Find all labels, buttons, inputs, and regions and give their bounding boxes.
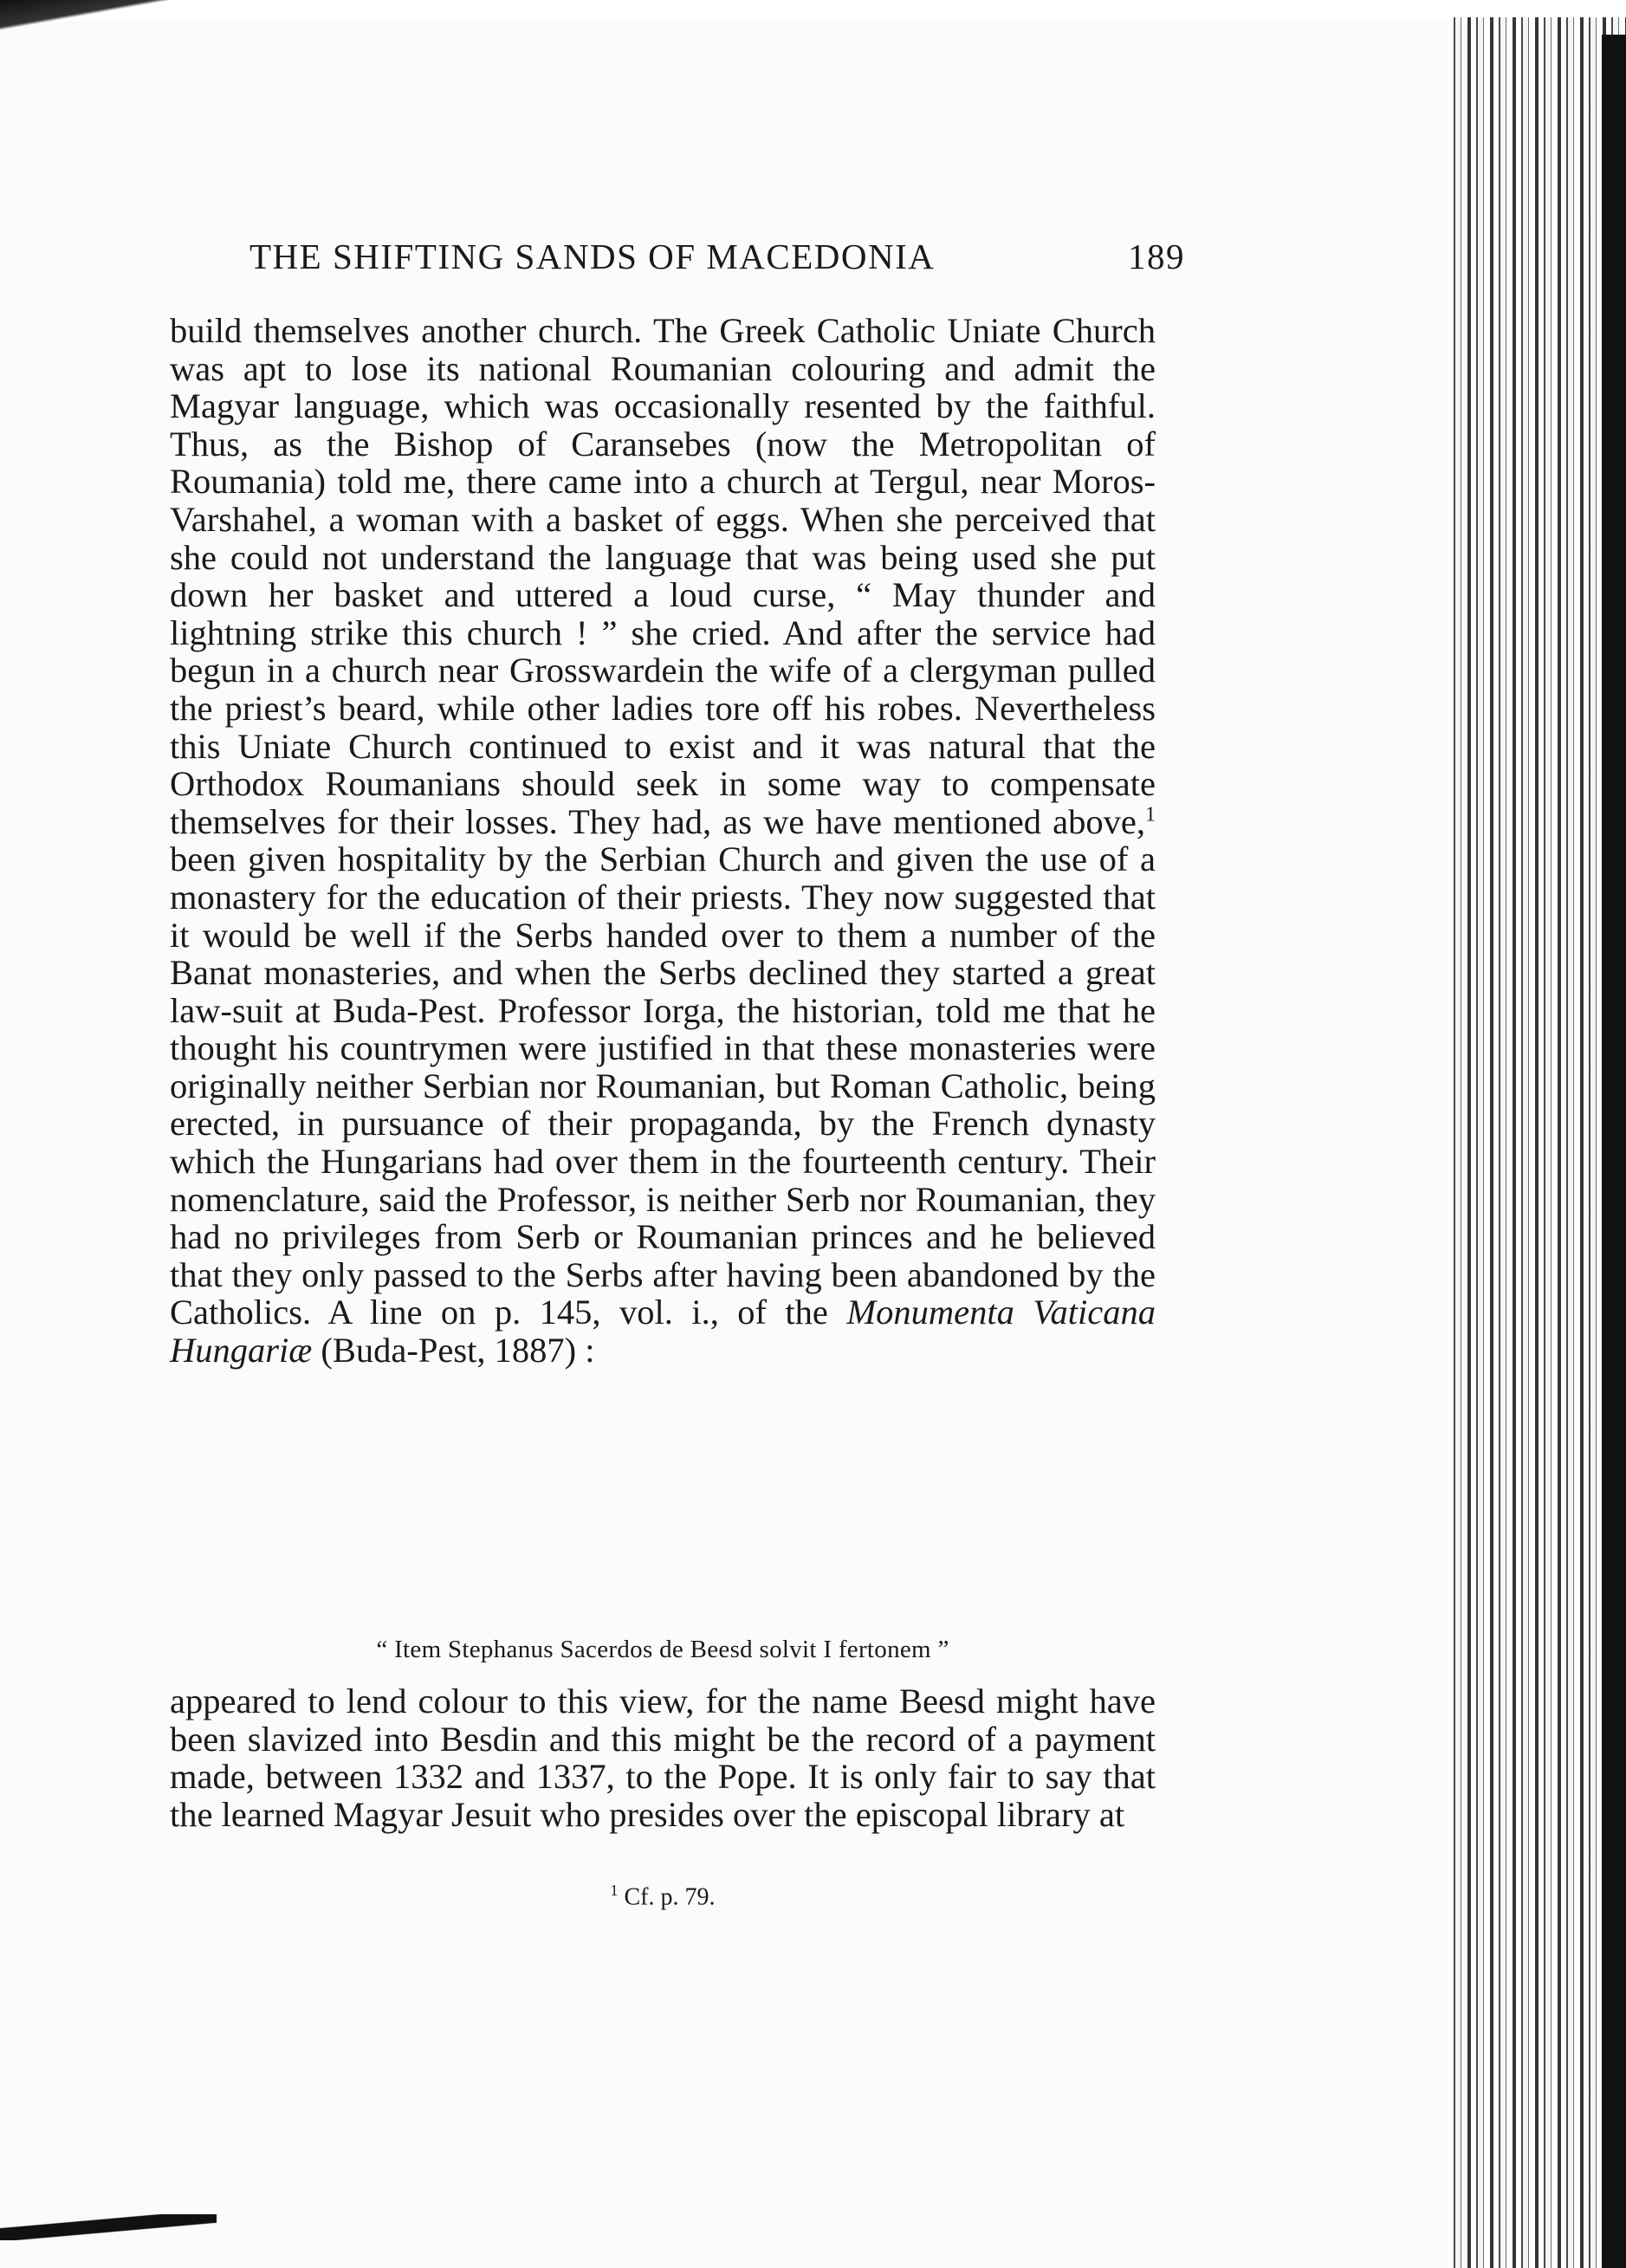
page-number: 189 — [1128, 237, 1185, 276]
italic-book-title: Monumenta Vaticana Hungariæ — [170, 1293, 1156, 1371]
footnote-text: Cf. p. 79. — [624, 1883, 716, 1911]
latin-quotation: “ Item Stephanus Sacerdos de Beesd solvit I fertonem ” — [376, 1636, 949, 1663]
paragraph-1-text-b: been given hospitality by the Serbian Church and given the use of a monastery for the education of their priests. They now suggested that it would be well if the Serbs handed over to them a number of the Banat monasteries, and when the Serbs declined they started a great law-suit at Buda-Pest. Professor Iorga, the historian, told me that he thought his countrymen were justified in that these monasteries were originally neither Serbian nor Roumanian, but Roman Catholic, being erected, in pursuance of their propaganda, by the French dynasty which the Hungarians had over them in the fourteenth century. Their nomenclature, said the Professor, is neither Serb nor Roumanian, they had no privileges from Serb or Roumanian princes and he believed that they only passed to the Serbs after having been abandoned by the Catholics. A line on p. 145, vol. i., of the — [170, 839, 1156, 1332]
book-page-edges — [1448, 17, 1626, 2268]
footnote-marker: 1 — [610, 1882, 619, 1899]
scan-top-shadow — [0, 0, 1473, 78]
book-binding-edge — [1602, 35, 1626, 2268]
footnote — [170, 1876, 1156, 1912]
paragraph-2: appeared to lend colour to this view, for the name Beesd might have been slavized into Besdin and this might be the record of a payment made, between 1332 and 1337, to the Pope. It is only fair to say that the learned Magyar Jesuit who presides over the episcopal library at — [170, 1682, 1156, 1834]
paragraph-1 — [170, 312, 1156, 1370]
main-paragraph — [170, 312, 1156, 1370]
footnote-reference: 1 — [1145, 803, 1156, 826]
running-header — [249, 236, 1185, 288]
running-title: THE SHIFTING SANDS OF MACEDONIA — [249, 237, 936, 276]
paragraph-1-text-a: build themselves another church. The Greek Catholic Uniate Church was apt to lose its national Roumanian colouring and admit the Magyar language, which was occasionally resented by the faithful. Thus, as the Bishop of Caransebes (now the Metropolitan of Roumania) told me, there came into a church at Tergul, near Moros-Varshahel, a woman with a basket of eggs. When she perceived that she could not understand the language that was being used she put down her basket and uttered a loud curse, “ May thunder and lightning strike this church ! ” she cried. And after the service had begun in a church near Grosswardein the wife of a clergyman pulled the priest’s beard, while other ladies tore off his robes. Nevertheless this Uniate Church continued to exist and it was natural that the Orthodox Roumanians should seek in some way to compensate themselves for their losses. They had, as we have mentioned above, — [170, 311, 1156, 841]
scan-bottom-mark — [0, 2214, 217, 2240]
paragraph-1-text-c: (Buda-Pest, 1887) : — [312, 1331, 595, 1371]
